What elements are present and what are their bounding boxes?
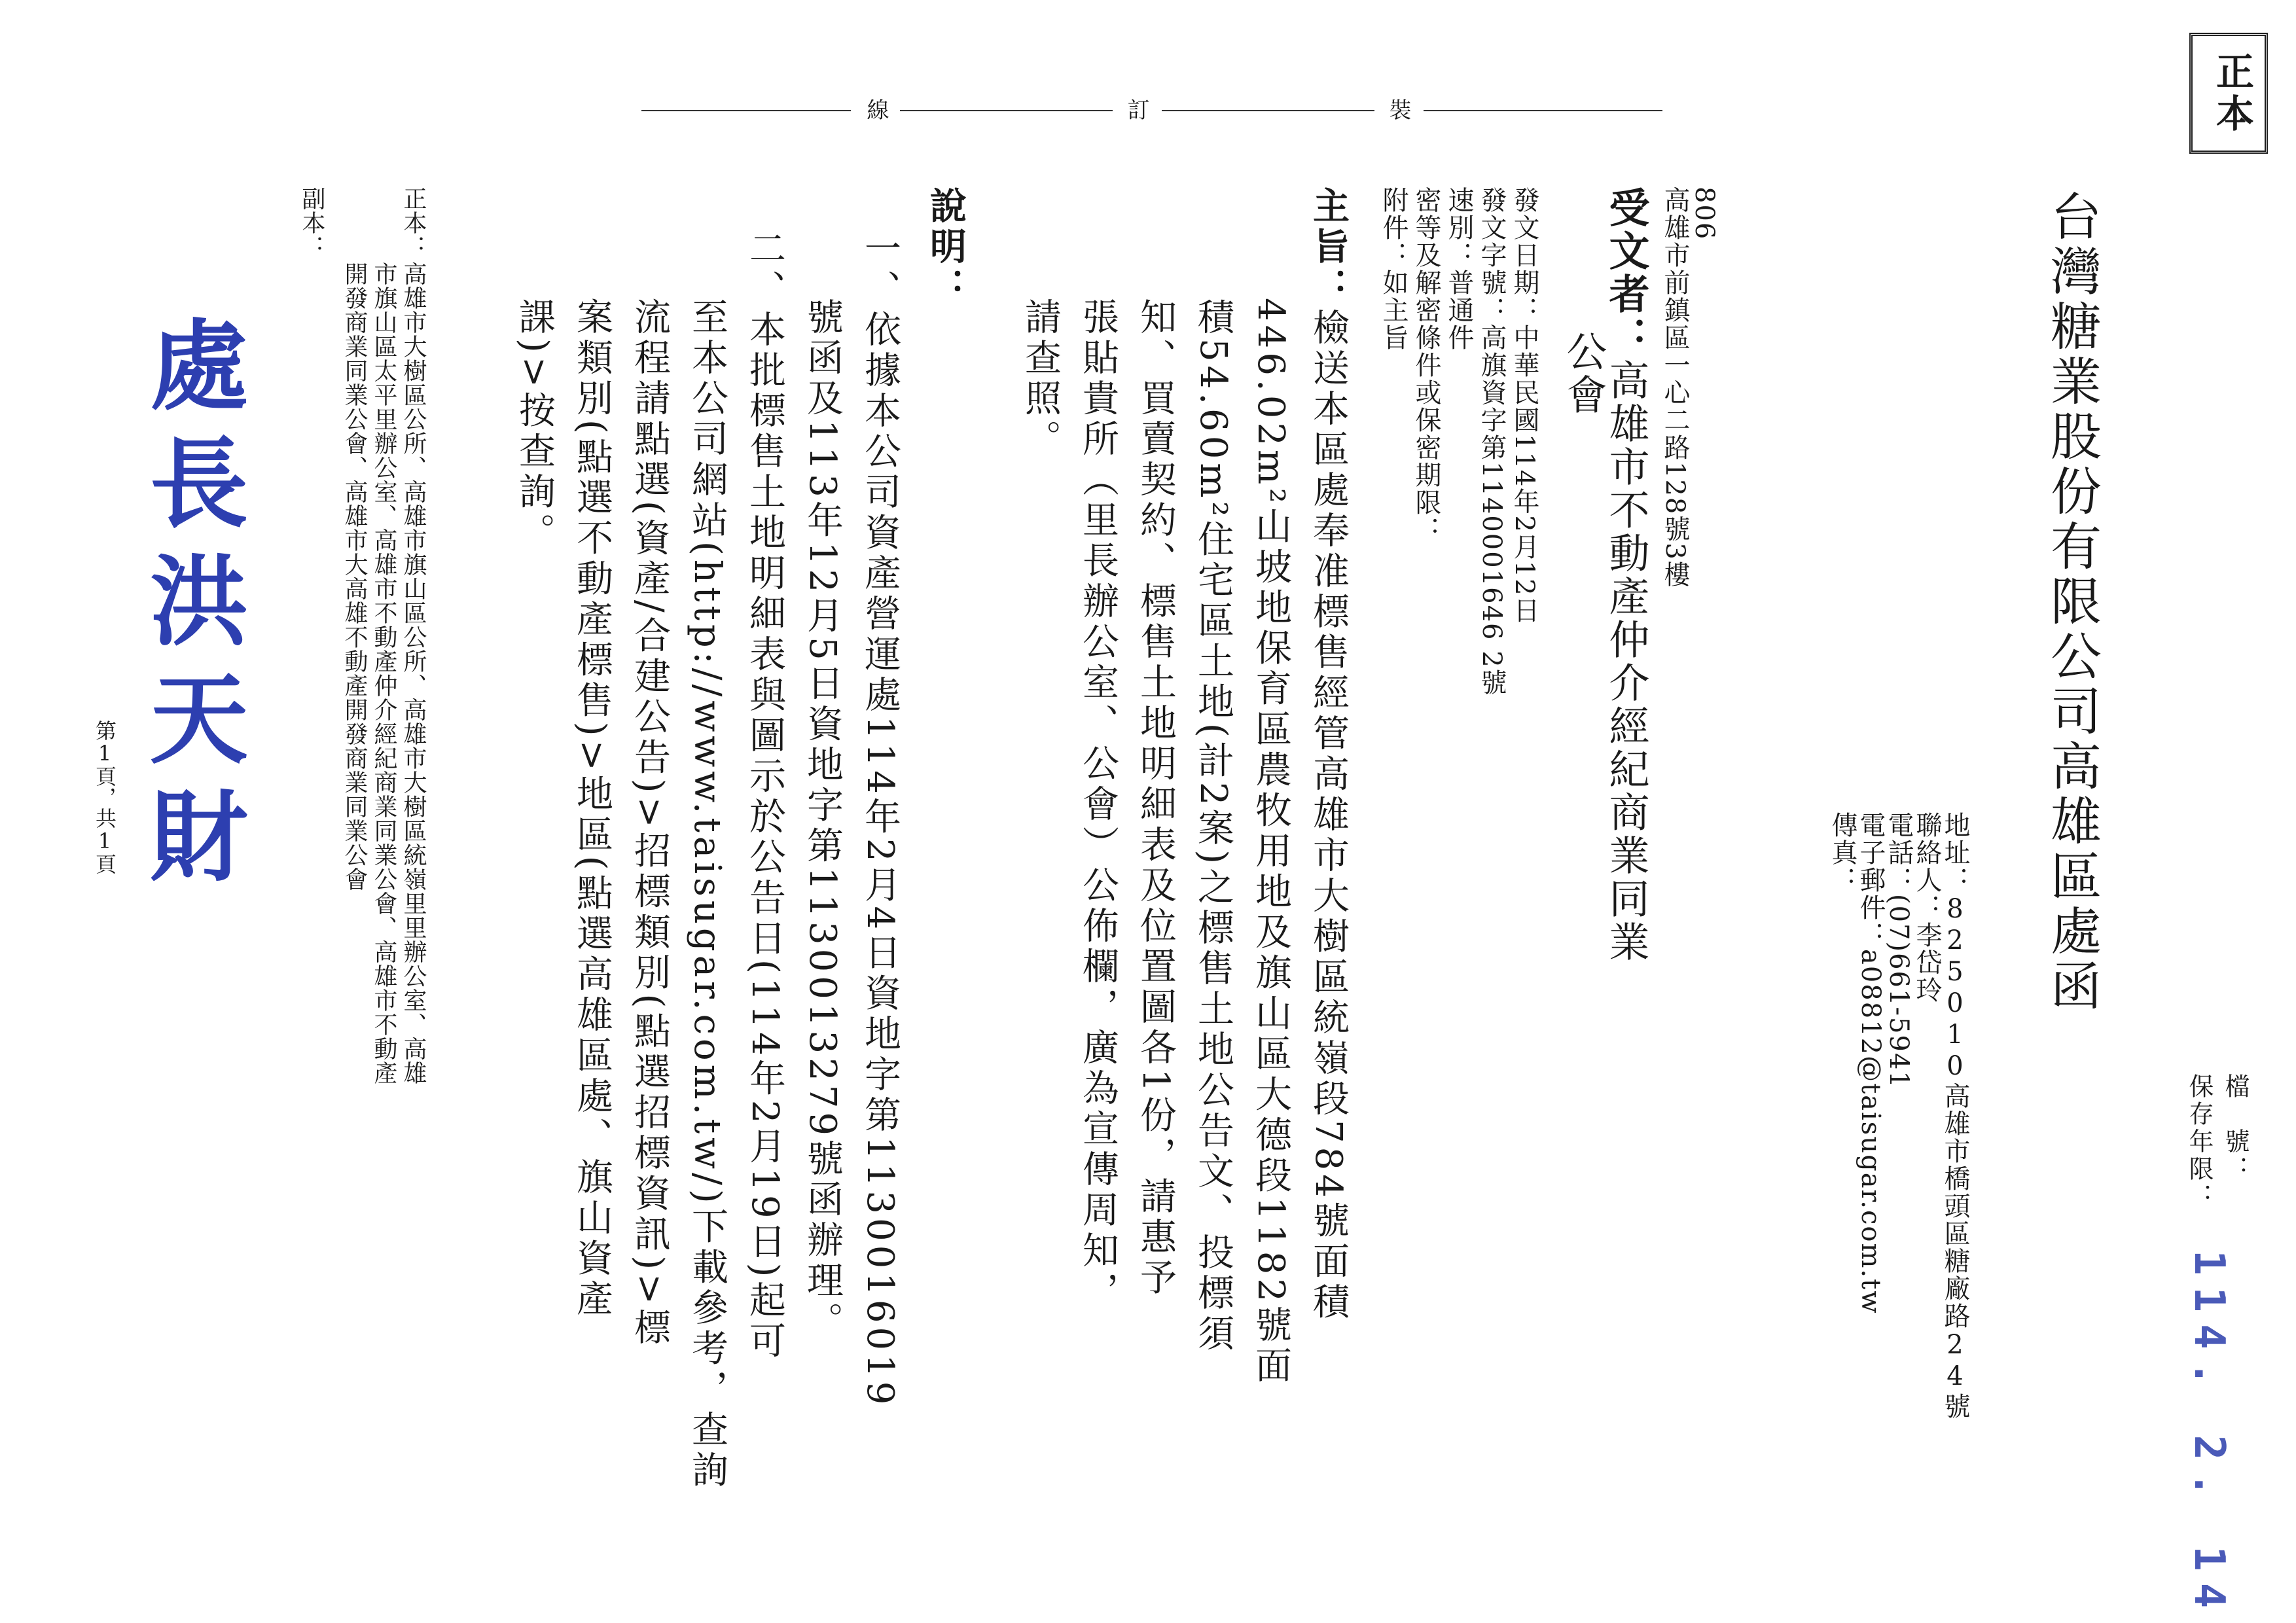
recipient-line (1604, 187, 1648, 964)
binding-mark-xian: 線 (863, 98, 889, 120)
recipient-postal-code: 806 (1689, 187, 1719, 241)
contact-fax: 傳真： (1827, 812, 1857, 894)
binding-mark-ding: 訂 (1123, 98, 1149, 120)
security-level: 密等及解密條件或保密期限： (1411, 187, 1441, 544)
subject-line-2: 446.02m²山坡地保育區農牧用地及旗山區大德段1182號面 (1249, 298, 1292, 1387)
sender-address: 地址：825010高雄市橋頭區糖廠路24號 (1940, 812, 1970, 1420)
subject-line-6: 請查照。 (1019, 298, 1062, 460)
subject-label: 主旨： (1307, 187, 1350, 308)
contact-phone: 電話：(07)661-5941 (1884, 812, 1914, 1089)
delivery-speed: 速別：普通件 (1444, 187, 1474, 351)
recipient-name: 高雄市不動產仲介經紀商業同業 (1602, 359, 1650, 964)
page-info: 第1頁，共1頁 (92, 720, 117, 874)
cc-label: 副本： (298, 187, 325, 259)
issue-date: 發文日期：中華民國114年2月12日 (1509, 187, 1539, 624)
recipient-label: 受文者： (1602, 187, 1650, 359)
explanation-item-1-line-1: 一、依據本公司資產營運處114年2月4日資地字第1130016019 (859, 229, 901, 1409)
contact-person: 聯絡人：李岱玲 (1912, 812, 1942, 1004)
main-copy-line-2: 市旗山區太平里辦公室、高雄市不動產仲介經紀商業同業公會、高雄市不動產 (370, 262, 397, 1085)
explanation-item-2-line-2: 至本公司網站(http://www.taisugar.com.tw/)下載參考，查詢 (686, 298, 728, 1491)
received-date-stamp: 114. 2. 14 (2185, 1250, 2233, 1620)
original-copy-stamp: 正本 (2189, 33, 2268, 154)
explanation-item-1-line-2: 號函及113年12月5日資地字第1130013279號函辦理。 (801, 298, 844, 1343)
signature-seal: 處長洪天財 (133, 314, 247, 903)
retention-period-label: 保存年限： (2185, 1073, 2214, 1211)
document-title (2039, 190, 2104, 1050)
subject-line-1: 主旨：檢送本區處奉准標售經管高雄市大樹區統嶺段784號面積 (1307, 187, 1350, 1323)
recipient-name-cont: 公會 (1560, 330, 1607, 417)
attachment-note: 附件：如主旨 (1378, 187, 1408, 351)
organization-name: 台灣糖業股份有限公司高雄區處 (2042, 190, 2101, 959)
explanation-item-2-line-1: 二、本批標售土地明細表與圖示於公告日(114年2月19日)起可 (744, 229, 786, 1363)
document-number: 發文字號：高旗資字第1140001646 2號 (1477, 187, 1507, 696)
subject-line-5: 張貼貴所（里長辦公室、公會）公佈欄，廣為宣傳周知， (1077, 298, 1119, 1312)
contact-email: 電子郵件：a08812@taisugar.com.tw (1856, 812, 1886, 1315)
explanation-item-2-line-5: 課)>按查詢。 (513, 298, 556, 554)
document-type: 函 (2042, 959, 2101, 1050)
main-copy-label: 正本： (400, 187, 427, 259)
subject-line-3: 積54.60m²住宅區土地(計2案)之標售土地公告文、投標須 (1192, 298, 1234, 1355)
recipient-address: 高雄市前鎮區一心二路128號3樓 (1660, 187, 1690, 588)
main-copy-line-3: 開發商業同業公會、高雄市大高雄不動產開發商業同業公會 (341, 262, 368, 891)
explanation-label: 說明： (924, 187, 967, 308)
subject-line-4: 知、買賣契約、標售土地明細表及位置圖各1份，請惠予 (1134, 298, 1177, 1299)
binding-mark-zhuang: 裝 (1385, 98, 1411, 120)
main-copy-line-1: 高雄市大樹區公所、高雄市旗山區公所、高雄市大樹區統嶺里里辦公室、高雄 (400, 262, 427, 1085)
explanation-item-2-line-4: 案類別(點選不動產標售)>地區(點選高雄區處、旗山資產 (571, 298, 613, 1321)
explanation-item-2-line-3: 流程請點選(資產/合建公告)>招標類別(點選招標資訊)>標 (628, 298, 671, 1349)
file-number-label: 檔 號： (2221, 1073, 2250, 1183)
